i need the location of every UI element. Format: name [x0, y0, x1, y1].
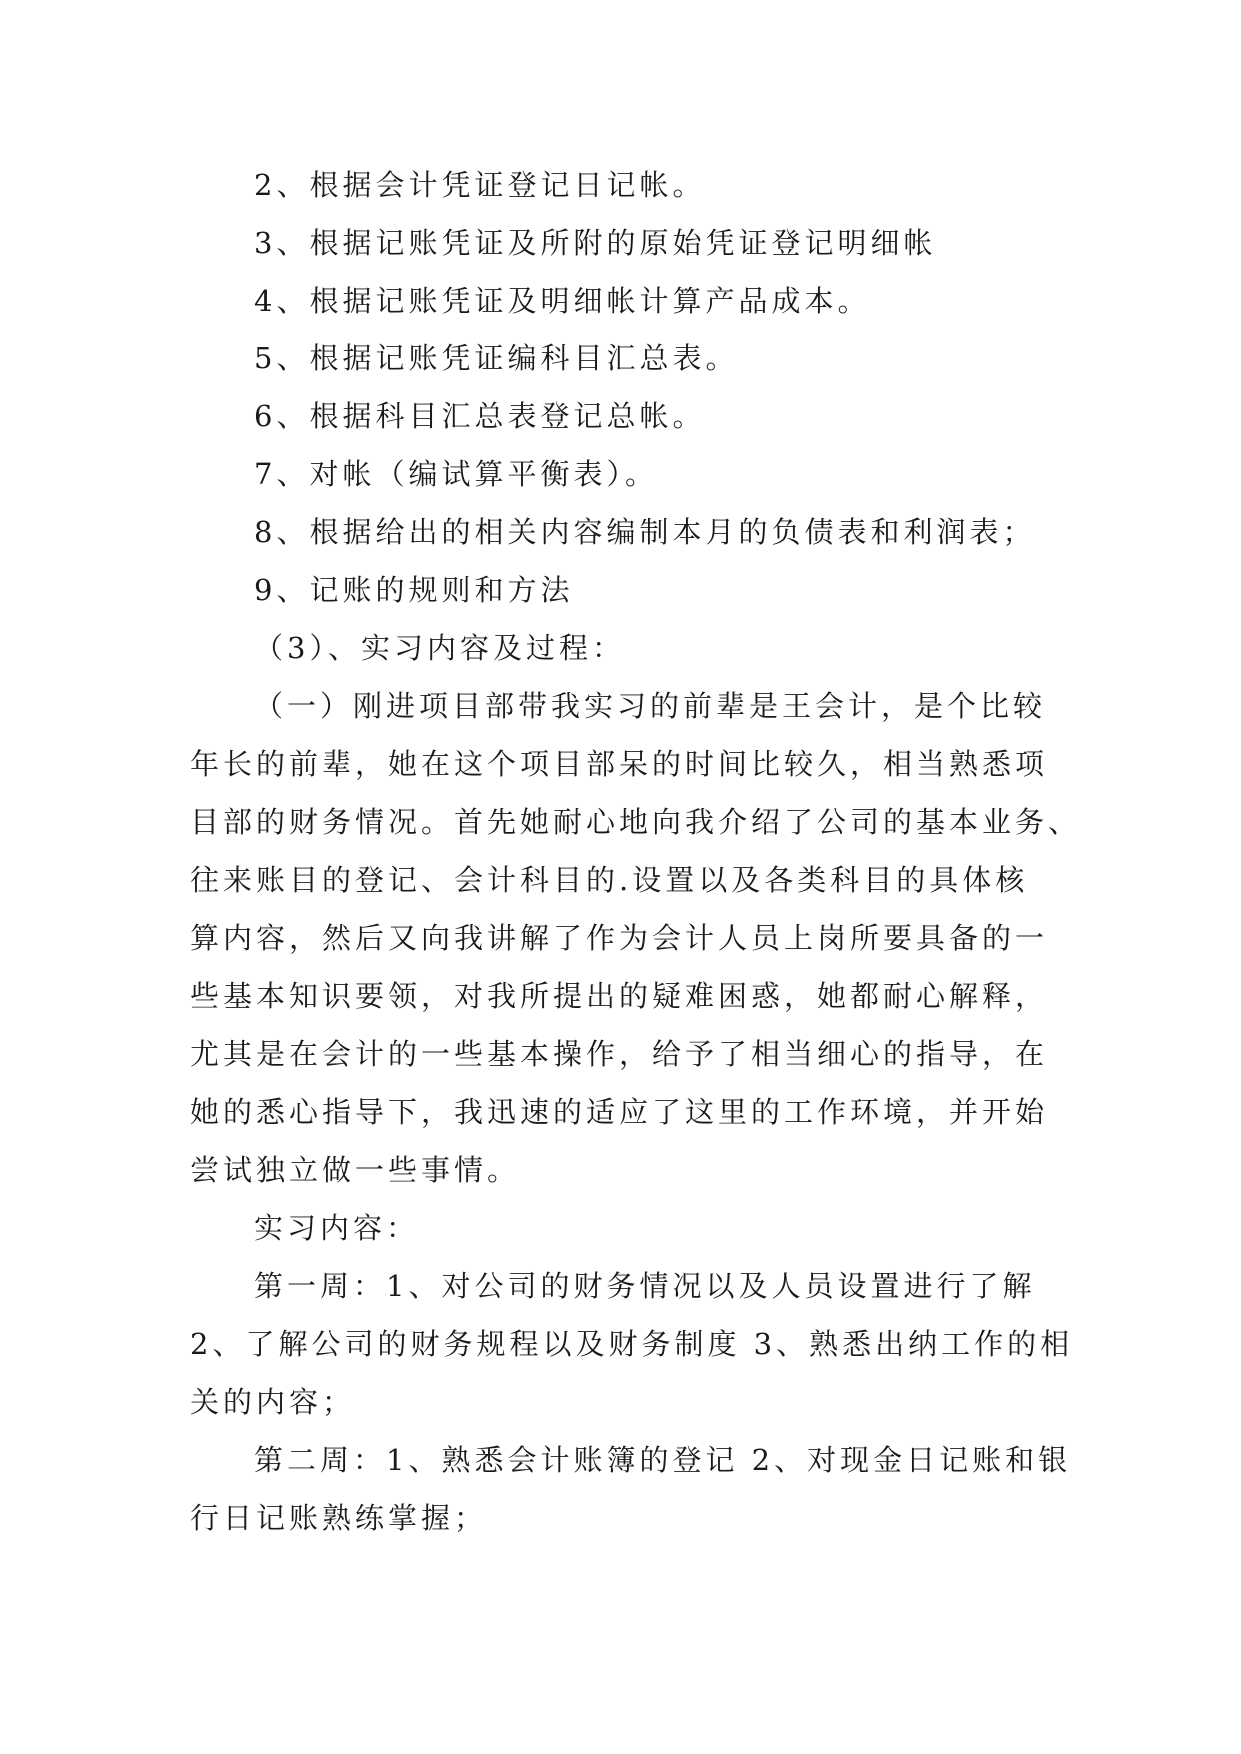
list-item-2: 2、根据会计凭证登记日记帐。: [254, 168, 706, 202]
list-item-9: 9、记账的规则和方法: [254, 573, 574, 607]
paragraph-line: 年长的前辈，她在这个项目部呆的时间比较久，相当熟悉项: [190, 747, 1049, 781]
week-one-line: 2、了解公司的财务规程以及财务制度 3、熟悉出纳工作的相: [190, 1327, 1074, 1361]
paragraph-line: 目部的财务情况。首先她耐心地向我介绍了公司的基本业务、: [190, 805, 1082, 839]
paragraph-line: （一）刚进项目部带我实习的前辈是王会计，是个比较: [254, 689, 1047, 723]
paragraph-line: 往来账目的登记、会计科目的.设置以及各类科目的具体核: [190, 863, 1029, 897]
week-two-line: 第二周：1、熟悉会计账簿的登记 2、对现金日记账和银: [254, 1443, 1072, 1477]
paragraph-line: 尤其是在会计的一些基本操作，给予了相当细心的指导，在: [190, 1037, 1049, 1071]
paragraph-line: 她的悉心指导下，我迅速的适应了这里的工作环境，并开始: [190, 1095, 1049, 1129]
week-one-line: 第一周：1、对公司的财务情况以及人员设置进行了解: [254, 1269, 1036, 1303]
section-heading: （3）、实习内容及过程：: [254, 631, 625, 665]
week-one-line: 关的内容；: [190, 1385, 356, 1419]
list-item-3: 3、根据记账凭证及所附的原始凭证登记明细帐: [254, 226, 937, 260]
list-item-5: 5、根据记账凭证编科目汇总表。: [254, 341, 739, 375]
list-item-8: 8、根据给出的相关内容编制本月的负债表和利润表；: [254, 515, 1036, 549]
subheading: 实习内容：: [254, 1211, 420, 1245]
list-item-4: 4、根据记账凭证及明细帐计算产品成本。: [254, 284, 871, 318]
paragraph-line: 算内容，然后又向我讲解了作为会计人员上岗所要具备的一: [190, 921, 1049, 955]
week-two-line: 行日记账熟练掌握；: [190, 1501, 488, 1535]
list-item-7: 7、对帐（编试算平衡表）。: [254, 457, 658, 491]
paragraph-line: 尝试独立做一些事情。: [190, 1153, 521, 1187]
list-item-6: 6、根据科目汇总表登记总帐。: [254, 399, 706, 433]
paragraph-line: 些基本知识要领，对我所提出的疑难困惑，她都耐心解释，: [190, 979, 1049, 1013]
